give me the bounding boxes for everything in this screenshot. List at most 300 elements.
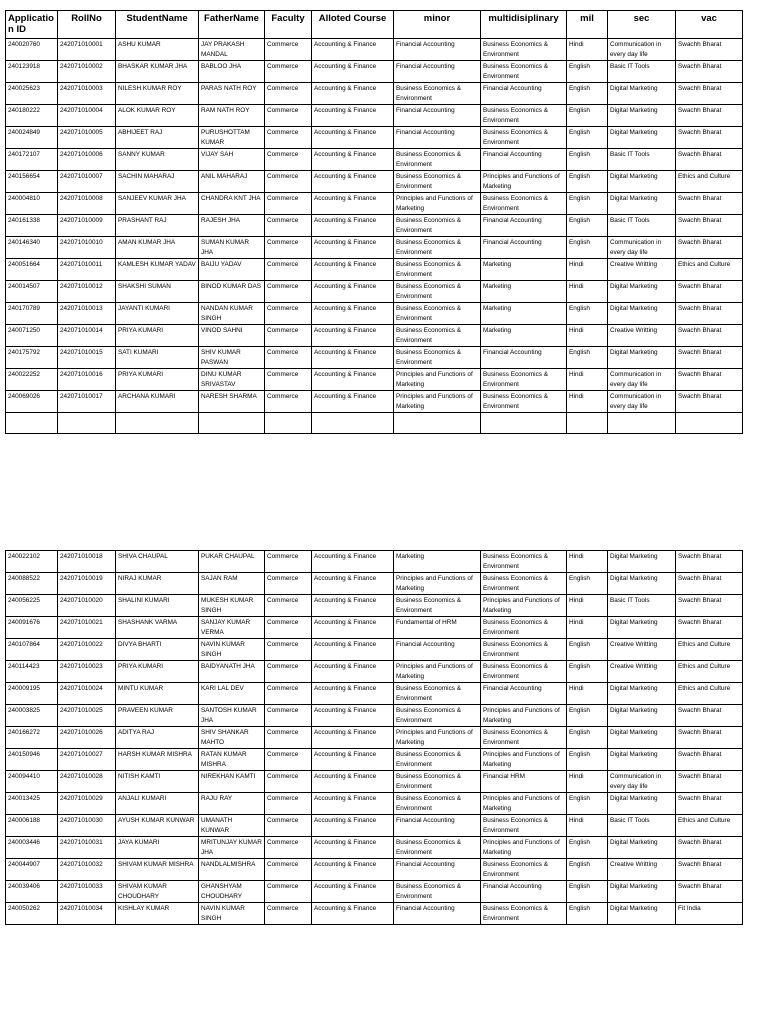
table-cell: 240044907 [6, 859, 58, 881]
table-cell: 240146340 [6, 237, 58, 259]
table-row [6, 661, 743, 683]
table-cell: Principles and Functions of Marketing [394, 391, 481, 413]
col-header-faculty: Faculty [265, 11, 312, 39]
table-row [6, 881, 743, 903]
table-cell: PRASHANT RAJ [116, 215, 199, 237]
table-cell: JAY PRAKASH MANDAL [199, 39, 265, 61]
table-cell [394, 413, 481, 434]
col-header-fathername: FatherName [199, 11, 265, 39]
table-cell: Business Economics & Environment [394, 171, 481, 193]
table-cell: PUKAR CHAUPAL [199, 551, 265, 573]
table-cell: Commerce [265, 193, 312, 215]
table-cell: Hindi [567, 39, 608, 61]
table-cell: Swachh Bharat [676, 105, 743, 127]
table-cell: Business Economics & Environment [481, 859, 567, 881]
table-cell: 242071010002 [58, 61, 116, 83]
table-cell: Business Economics & Environment [394, 837, 481, 859]
table-row [6, 391, 743, 413]
table-cell: Communication in every day life [608, 237, 676, 259]
table-cell [265, 413, 312, 434]
table-cell: Swachh Bharat [676, 61, 743, 83]
table-row [6, 727, 743, 749]
table-cell: MUKESH KUMAR SINGH [199, 595, 265, 617]
table-cell: Business Economics & Environment [481, 39, 567, 61]
table-row [6, 171, 743, 193]
table-cell: NANDAN KUMAR SINGH [199, 303, 265, 325]
table-cell: Principles and Functions of Marketing [481, 595, 567, 617]
table-cell: Digital Marketing [608, 903, 676, 925]
table-cell: Accounting & Finance [312, 837, 394, 859]
table-cell: English [567, 705, 608, 727]
table-cell: Swachh Bharat [676, 325, 743, 347]
table-cell: Commerce [265, 749, 312, 771]
table-cell: MRITUNJAY KUMAR JHA [199, 837, 265, 859]
table-cell: Commerce [265, 903, 312, 925]
table-cell: 240014507 [6, 281, 58, 303]
table-cell: Commerce [265, 83, 312, 105]
table-cell: Swachh Bharat [676, 83, 743, 105]
table-cell: Financial Accounting [394, 815, 481, 837]
table-cell: Digital Marketing [608, 127, 676, 149]
table-row [6, 617, 743, 639]
table-cell: Business Economics & Environment [481, 61, 567, 83]
table-cell: Accounting & Finance [312, 193, 394, 215]
table-cell: BAIJU YADAV [199, 259, 265, 281]
table-cell: Ethics and Culture [676, 683, 743, 705]
table-cell: Marketing [394, 551, 481, 573]
table-row [6, 127, 743, 149]
table-cell: 242071010001 [58, 39, 116, 61]
table-cell: Swachh Bharat [676, 551, 743, 573]
table-cell: Creative Writting [608, 661, 676, 683]
table-cell: SHIVAM KUMAR CHOUDHARY [116, 881, 199, 903]
table-cell: PRIYA KUMARI [116, 661, 199, 683]
table-cell: Commerce [265, 391, 312, 413]
table-cell: 242071010011 [58, 259, 116, 281]
table-cell: Hindi [567, 325, 608, 347]
table-cell: Swachh Bharat [676, 215, 743, 237]
table-cell: Swachh Bharat [676, 617, 743, 639]
table-cell: 240156654 [6, 171, 58, 193]
table-cell: PARAS NATH ROY [199, 83, 265, 105]
table-cell: English [567, 127, 608, 149]
table-cell: 242071010019 [58, 573, 116, 595]
table-cell: 242071010012 [58, 281, 116, 303]
table-cell: Principles and Functions of Marketing [481, 171, 567, 193]
table-cell: Financial Accounting [481, 683, 567, 705]
table-cell: Accounting & Finance [312, 325, 394, 347]
table-cell: Accounting & Finance [312, 793, 394, 815]
table-cell: Digital Marketing [608, 617, 676, 639]
table-cell: Swachh Bharat [676, 127, 743, 149]
table-cell: Accounting & Finance [312, 237, 394, 259]
table-row [6, 815, 743, 837]
table-cell: Basic IT Tools [608, 61, 676, 83]
table-cell: 240022102 [6, 551, 58, 573]
table-cell: Swachh Bharat [676, 727, 743, 749]
table-cell: Commerce [265, 771, 312, 793]
table-cell: Digital Marketing [608, 281, 676, 303]
table-cell: 242071010023 [58, 661, 116, 683]
table-cell: Principles and Functions of Marketing [394, 661, 481, 683]
table-cell: BINOD KUMAR DAS [199, 281, 265, 303]
table-cell: RAJESH JHA [199, 215, 265, 237]
table-cell: Financial HRM [481, 771, 567, 793]
table-cell: Digital Marketing [608, 749, 676, 771]
table-cell: NITISH KAMTI [116, 771, 199, 793]
col-header-rollno: RollNo [58, 11, 116, 39]
table-cell: NARESH SHARMA [199, 391, 265, 413]
table-row [6, 281, 743, 303]
table-cell: Swachh Bharat [676, 237, 743, 259]
table-cell: Marketing [481, 259, 567, 281]
table-cell: Financial Accounting [481, 881, 567, 903]
table-cell: English [567, 749, 608, 771]
table-cell: English [567, 859, 608, 881]
table-cell: Principles and Functions of Marketing [394, 193, 481, 215]
student-table-bottom [5, 550, 743, 925]
table-cell: Accounting & Finance [312, 771, 394, 793]
table-cell: 240006188 [6, 815, 58, 837]
table-cell: Commerce [265, 171, 312, 193]
table-cell: English [567, 793, 608, 815]
col-header-multidisiplinary: multidisiplinary [481, 11, 567, 39]
table-cell: Communication in every day life [608, 391, 676, 413]
table-cell: Marketing [481, 281, 567, 303]
col-header-studentname: StudentName [116, 11, 199, 39]
table-cell: Financial Accounting [394, 39, 481, 61]
table-cell: English [567, 61, 608, 83]
table-cell: Accounting & Finance [312, 661, 394, 683]
table-cell [58, 413, 116, 434]
table-cell: Basic IT Tools [608, 149, 676, 171]
table-cell: PRIYA KUMARI [116, 369, 199, 391]
table-row [6, 705, 743, 727]
table-cell: Swachh Bharat [676, 749, 743, 771]
table-cell: Commerce [265, 347, 312, 369]
table-cell: 240013425 [6, 793, 58, 815]
table-cell: 240003446 [6, 837, 58, 859]
table-cell: Ethics and Culture [676, 259, 743, 281]
table-cell: KARI LAL DEV [199, 683, 265, 705]
table-cell: Commerce [265, 237, 312, 259]
table-cell: Accounting & Finance [312, 705, 394, 727]
col-header-application-id: Application ID [6, 11, 58, 39]
table-cell: Business Economics & Environment [481, 661, 567, 683]
table-cell: Creative Writting [608, 259, 676, 281]
table-cell: BABLOO JHA [199, 61, 265, 83]
table-row [6, 193, 743, 215]
table-cell: RATAN KUMAR MISHRA [199, 749, 265, 771]
table-cell: BHASKAR KUMAR JHA [116, 61, 199, 83]
table-cell: 242071010006 [58, 149, 116, 171]
table-cell: Digital Marketing [608, 573, 676, 595]
table-cell: Digital Marketing [608, 83, 676, 105]
table-cell: Hindi [567, 771, 608, 793]
table-cell: Creative Writting [608, 859, 676, 881]
table-cell: SACHIN MAHARAJ [116, 171, 199, 193]
table-cell: 240071250 [6, 325, 58, 347]
table-cell: SANJAY KUMAR VERMA [199, 617, 265, 639]
table-cell: Financial Accounting [481, 83, 567, 105]
table-cell: Business Economics & Environment [394, 83, 481, 105]
table-cell: Financial Accounting [394, 859, 481, 881]
table-cell: Commerce [265, 61, 312, 83]
table-cell [567, 413, 608, 434]
table-cell: SANNY KUMAR [116, 149, 199, 171]
table-cell: Accounting & Finance [312, 391, 394, 413]
table-cell: Commerce [265, 259, 312, 281]
table-cell: Hindi [567, 281, 608, 303]
table-cell [312, 413, 394, 434]
table-cell: 242071010016 [58, 369, 116, 391]
table-cell: Commerce [265, 815, 312, 837]
table-cell: Business Economics & Environment [481, 639, 567, 661]
table-cell: Business Economics & Environment [394, 595, 481, 617]
table-cell: Accounting & Finance [312, 303, 394, 325]
table-cell: Swachh Bharat [676, 705, 743, 727]
table-cell: 240114423 [6, 661, 58, 683]
table-cell: Business Economics & Environment [394, 325, 481, 347]
table-cell: Business Economics & Environment [481, 617, 567, 639]
table-cell: Commerce [265, 859, 312, 881]
table-cell: Basic IT Tools [608, 215, 676, 237]
table-row [6, 215, 743, 237]
table-cell: Communication in every day life [608, 369, 676, 391]
table-cell: Business Economics & Environment [481, 105, 567, 127]
table-cell: HARSH KUMAR MISHRA [116, 749, 199, 771]
table-cell: Digital Marketing [608, 705, 676, 727]
table-row [6, 369, 743, 391]
table-cell: SANJEEV KUMAR JHA [116, 193, 199, 215]
table-cell: Digital Marketing [608, 727, 676, 749]
table-cell: 242071010024 [58, 683, 116, 705]
table-row [6, 237, 743, 259]
table-cell: Accounting & Finance [312, 171, 394, 193]
table-cell: 242071010018 [58, 551, 116, 573]
table-cell: Principles and Functions of Marketing [481, 837, 567, 859]
table-cell: Digital Marketing [608, 347, 676, 369]
table-cell: English [567, 237, 608, 259]
table-cell: Digital Marketing [608, 793, 676, 815]
table-cell: 240123918 [6, 61, 58, 83]
table-cell: 242071010021 [58, 617, 116, 639]
table-row [6, 903, 743, 925]
table-row [6, 413, 743, 434]
table-row [6, 793, 743, 815]
table-cell: Financial Accounting [481, 237, 567, 259]
table-cell: Business Economics & Environment [481, 193, 567, 215]
table-cell: Hindi [567, 259, 608, 281]
table-cell: Creative Writting [608, 325, 676, 347]
table-cell: Commerce [265, 281, 312, 303]
table-cell: Financial Accounting [394, 639, 481, 661]
table-cell: 242071010004 [58, 105, 116, 127]
table-cell: Commerce [265, 149, 312, 171]
table-cell: Financial Accounting [394, 61, 481, 83]
table-cell: Accounting & Finance [312, 127, 394, 149]
table-cell: Swachh Bharat [676, 881, 743, 903]
table-cell: Business Economics & Environment [481, 727, 567, 749]
table-cell: Commerce [265, 881, 312, 903]
table-row [6, 83, 743, 105]
table-cell: 240020760 [6, 39, 58, 61]
table-row [6, 859, 743, 881]
table-cell: 240024849 [6, 127, 58, 149]
table-cell: Accounting & Finance [312, 595, 394, 617]
table-cell: 240161338 [6, 215, 58, 237]
table-cell: Business Economics & Environment [394, 149, 481, 171]
table-cell: Business Economics & Environment [481, 369, 567, 391]
table-cell: Commerce [265, 705, 312, 727]
table-cell: JAYANTI KUMARI [116, 303, 199, 325]
table-cell: 240050262 [6, 903, 58, 925]
table-cell: Business Economics & Environment [394, 705, 481, 727]
table-cell: Swachh Bharat [676, 573, 743, 595]
table-cell: 240069026 [6, 391, 58, 413]
col-header-vac: vac [676, 11, 743, 39]
table-cell: Hindi [567, 551, 608, 573]
table-cell: Business Economics & Environment [481, 903, 567, 925]
table-cell: Business Economics & Environment [394, 259, 481, 281]
table-cell: 242071010010 [58, 237, 116, 259]
table-cell: Accounting & Finance [312, 83, 394, 105]
table-cell: Commerce [265, 127, 312, 149]
table-cell: AYUSH KUMAR KUNWAR [116, 815, 199, 837]
table-cell: ADITYA RAJ [116, 727, 199, 749]
table-cell: 242071010013 [58, 303, 116, 325]
table-cell: VINOD SAHNI [199, 325, 265, 347]
student-table-top [5, 10, 743, 434]
table-cell: Principles and Functions of Marketing [481, 749, 567, 771]
table-cell: 242071010017 [58, 391, 116, 413]
table-row [6, 61, 743, 83]
table-cell: SHIV SHANKAR MAHTO [199, 727, 265, 749]
table-row [6, 105, 743, 127]
table-cell: 242071010029 [58, 793, 116, 815]
table-cell: Marketing [481, 325, 567, 347]
col-header-mil: mil [567, 11, 608, 39]
table-cell: English [567, 573, 608, 595]
table-cell: English [567, 347, 608, 369]
table-cell: SHIVAM KUMAR MISHRA [116, 859, 199, 881]
table-cell: 240051664 [6, 259, 58, 281]
table-cell: SHASHANK VARMA [116, 617, 199, 639]
table-cell: Financial Accounting [394, 127, 481, 149]
table-cell: Financial Accounting [394, 903, 481, 925]
table-row [6, 595, 743, 617]
table-cell: KAMLESH KUMAR YADAV [116, 259, 199, 281]
table-cell: Financial Accounting [481, 149, 567, 171]
table-cell: English [567, 881, 608, 903]
table-cell: Accounting & Finance [312, 683, 394, 705]
table-cell: 240022252 [6, 369, 58, 391]
table-cell: ANIL MAHARAJ [199, 171, 265, 193]
table-cell: Accounting & Finance [312, 573, 394, 595]
table-cell: SHAKSHI SUMAN [116, 281, 199, 303]
table-cell: Financial Accounting [481, 347, 567, 369]
table-cell: English [567, 171, 608, 193]
table-cell: 242071010034 [58, 903, 116, 925]
table-cell: ANJALI KUMARI [116, 793, 199, 815]
table-cell: Accounting & Finance [312, 215, 394, 237]
table-cell: 242071010007 [58, 171, 116, 193]
table-row [6, 771, 743, 793]
table-cell: SHIVA CHAUPAL [116, 551, 199, 573]
table-cell: Commerce [265, 617, 312, 639]
table-cell: Commerce [265, 369, 312, 391]
table-cell: MINTU KUMAR [116, 683, 199, 705]
table-cell: Swachh Bharat [676, 595, 743, 617]
table-cell: Ethics and Culture [676, 661, 743, 683]
table-cell: DINU KUMAR SRIVASTAV [199, 369, 265, 391]
table-cell: Swachh Bharat [676, 771, 743, 793]
table-cell: NIREKHAN KAMTI [199, 771, 265, 793]
table-cell: Hindi [567, 369, 608, 391]
table-cell: ASHU KUMAR [116, 39, 199, 61]
table-cell: 242071010009 [58, 215, 116, 237]
table-cell: Commerce [265, 837, 312, 859]
table-cell: Business Economics & Environment [481, 391, 567, 413]
table-cell: Swachh Bharat [676, 281, 743, 303]
table-cell: Digital Marketing [608, 881, 676, 903]
table-cell: Business Economics & Environment [394, 215, 481, 237]
table-cell: Accounting & Finance [312, 727, 394, 749]
table-cell: English [567, 727, 608, 749]
table-cell: BAIDYANATH JHA [199, 661, 265, 683]
table-row [6, 39, 743, 61]
table-cell: Digital Marketing [608, 551, 676, 573]
table-cell: Swachh Bharat [676, 837, 743, 859]
header-row [6, 11, 743, 39]
table-cell: Hindi [567, 617, 608, 639]
table-cell: NILESH KUMAR ROY [116, 83, 199, 105]
table-cell: 242071010032 [58, 859, 116, 881]
table-cell: Digital Marketing [608, 171, 676, 193]
table-cell: Business Economics & Environment [394, 881, 481, 903]
table-cell: Digital Marketing [608, 837, 676, 859]
table-cell: SANTOSH KUMAR JHA [199, 705, 265, 727]
table-cell: SHALINI KUMARI [116, 595, 199, 617]
table-cell: Commerce [265, 595, 312, 617]
table-cell: PRAVEEN KUMAR [116, 705, 199, 727]
table-cell: ALOK KUMAR ROY [116, 105, 199, 127]
table-cell: Swachh Bharat [676, 347, 743, 369]
table-cell: Fit India [676, 903, 743, 925]
table-cell: Commerce [265, 661, 312, 683]
table-cell [199, 413, 265, 434]
table-cell: Swachh Bharat [676, 859, 743, 881]
table-cell: RAM NATH ROY [199, 105, 265, 127]
table-cell: Commerce [265, 793, 312, 815]
table-cell: Accounting & Finance [312, 749, 394, 771]
table-cell: Digital Marketing [608, 193, 676, 215]
table-cell: ARCHANA KUMARI [116, 391, 199, 413]
table-cell: Digital Marketing [608, 683, 676, 705]
table-cell: 240039406 [6, 881, 58, 903]
table-cell: 240025623 [6, 83, 58, 105]
table-cell: 242071010027 [58, 749, 116, 771]
table-cell: English [567, 105, 608, 127]
table-cell: Business Economics & Environment [394, 303, 481, 325]
table-cell: Business Economics & Environment [394, 683, 481, 705]
table-cell: Accounting & Finance [312, 903, 394, 925]
table-cell: PRIYA KUMARI [116, 325, 199, 347]
table-cell: SHIV KUMAR PASWAN [199, 347, 265, 369]
table-cell: NAVIN KUMAR SINGH [199, 903, 265, 925]
table-cell: Hindi [567, 595, 608, 617]
table-cell: Accounting & Finance [312, 639, 394, 661]
